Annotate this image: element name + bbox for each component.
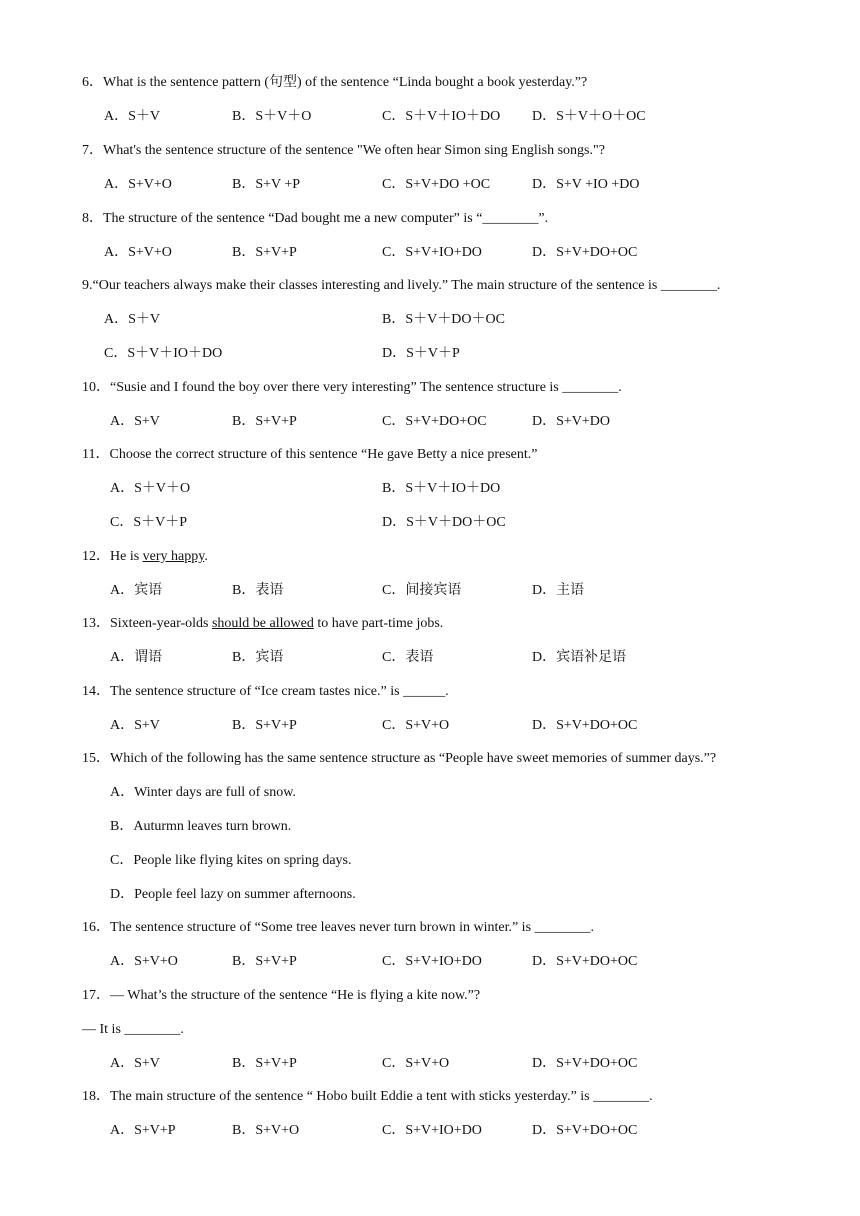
question-9-stem: 9.“Our teachers always make their classes interesting and lively.” The main structure of the sentence is ________. xyxy=(82,278,721,293)
q18-option-d[interactable]: D．S+V+DO+OC xyxy=(532,1123,638,1138)
q17-option-c[interactable]: C．S+V+O xyxy=(382,1056,450,1071)
q9-option-b[interactable]: B．S＋V＋DO＋OC xyxy=(382,312,505,327)
q13-option-d[interactable]: D．宾语补足语 xyxy=(532,650,627,665)
q7-option-d[interactable]: D．S+V +IO +DO xyxy=(532,177,640,192)
q14-option-d[interactable]: D．S+V+DO+OC xyxy=(532,718,638,733)
question-18-stem: 18．The main structure of the sentence “ Hobo built Eddie a tent with sticks yesterday.” is ________. xyxy=(82,1089,653,1104)
q8-option-d[interactable]: D．S+V+DO+OC xyxy=(532,245,638,260)
q13-stem-prefix: 13．Sixteen-year-olds xyxy=(82,616,212,631)
q8-option-c[interactable]: C．S+V+IO+DO xyxy=(382,245,482,260)
q14-option-b[interactable]: B．S+V+P xyxy=(232,718,297,733)
question-17-answer-line: — It is ________. xyxy=(82,1022,184,1037)
q16-option-b[interactable]: B．S+V+P xyxy=(232,954,297,969)
q9-option-a[interactable]: A．S＋V xyxy=(104,312,161,327)
q15-option-c[interactable]: C．People like flying kites on spring days. xyxy=(110,853,352,868)
q8-option-b[interactable]: B．S+V+P xyxy=(232,245,297,260)
q13-stem-suffix: to have part-time jobs. xyxy=(313,616,444,631)
q12-option-d[interactable]: D．主语 xyxy=(532,583,585,598)
q13-option-a[interactable]: A．谓语 xyxy=(110,650,163,665)
question-6-stem: 6．What is the sentence pattern (句型) of the sentence “Linda bought a book yesterday.”? xyxy=(82,75,588,90)
question-15-stem: 15．Which of the following has the same sentence structure as “People have sweet memories of summer days.”? xyxy=(82,751,717,766)
q15-option-a[interactable]: A．Winter days are full of snow. xyxy=(110,785,296,800)
q11-option-c[interactable]: C．S＋V＋P xyxy=(110,515,188,530)
q12-stem-prefix: 12．He is xyxy=(82,549,143,564)
q15-option-d[interactable]: D．People feel lazy on summer afternoons. xyxy=(110,887,356,902)
question-12-stem xyxy=(82,548,208,566)
q6-option-c[interactable]: C．S＋V＋IO＋DO xyxy=(382,109,501,124)
q7-option-c[interactable]: C．S+V+DO +OC xyxy=(382,177,491,192)
q6-option-a[interactable]: A．S＋V xyxy=(104,109,161,124)
q16-option-a[interactable]: A．S+V+O xyxy=(110,954,178,969)
q10-option-a[interactable]: A．S+V xyxy=(110,414,160,429)
q17-option-b[interactable]: B．S+V+P xyxy=(232,1056,297,1071)
q7-option-a[interactable]: A．S+V+O xyxy=(104,177,172,192)
q11-option-b[interactable]: B．S＋V＋IO＋DO xyxy=(382,481,501,496)
question-7-stem: 7．What's the sentence structure of the sentence "We often hear Simon sing English songs."? xyxy=(82,143,605,158)
question-13-stem xyxy=(82,615,443,633)
q9-option-d[interactable]: D．S＋V＋P xyxy=(382,346,460,361)
q11-option-d[interactable]: D．S＋V＋DO＋OC xyxy=(382,515,506,530)
question-16-stem: 16．The sentence structure of “Some tree leaves never turn brown in winter.” is ________. xyxy=(82,920,595,935)
q13-option-c[interactable]: C．表语 xyxy=(382,650,434,665)
q10-option-d[interactable]: D．S+V+DO xyxy=(532,414,611,429)
q13-option-b[interactable]: B．宾语 xyxy=(232,650,284,665)
q18-option-a[interactable]: A．S+V+P xyxy=(110,1123,176,1138)
q17-option-a[interactable]: A．S+V xyxy=(110,1056,160,1071)
q7-option-b[interactable]: B．S+V +P xyxy=(232,177,301,192)
question-10-stem: 10．“Susie and I found the boy over there very interesting” The sentence structure is ________. xyxy=(82,380,622,395)
question-17-stem: 17．— What’s the structure of the sentence “He is flying a kite now.”? xyxy=(82,988,481,1003)
q13-underlined-phrase: should be allowed xyxy=(211,616,314,631)
q15-option-b[interactable]: B．Auturmn leaves turn brown. xyxy=(110,819,292,834)
q12-stem-suffix: . xyxy=(204,549,208,564)
q10-option-b[interactable]: B．S+V+P xyxy=(232,414,297,429)
q16-option-d[interactable]: D．S+V+DO+OC xyxy=(532,954,638,969)
question-11-stem: 11．Choose the correct structure of this sentence “He gave Betty a nice present.” xyxy=(82,447,538,462)
q11-option-a[interactable]: A．S＋V＋O xyxy=(110,481,191,496)
q9-option-c[interactable]: C．S＋V＋IO＋DO xyxy=(104,346,223,361)
q6-option-b[interactable]: B．S＋V＋O xyxy=(232,109,312,124)
q18-option-b[interactable]: B．S+V+O xyxy=(232,1123,300,1138)
q16-option-c[interactable]: C．S+V+IO+DO xyxy=(382,954,482,969)
q8-option-a[interactable]: A．S+V+O xyxy=(104,245,172,260)
question-8-stem: 8．The structure of the sentence “Dad bought me a new computer” is “________”. xyxy=(82,211,549,226)
q12-option-a[interactable]: A．宾语 xyxy=(110,583,163,598)
q18-option-c[interactable]: C．S+V+IO+DO xyxy=(382,1123,482,1138)
q10-option-c[interactable]: C．S+V+DO+OC xyxy=(382,414,487,429)
question-14-stem: 14．The sentence structure of “Ice cream tastes nice.” is ______. xyxy=(82,684,449,699)
q6-option-d[interactable]: D．S＋V＋O＋OC xyxy=(532,109,646,124)
q12-option-c[interactable]: C．间接宾语 xyxy=(382,583,462,598)
q12-underlined-phrase: very happy xyxy=(142,549,205,564)
q14-option-a[interactable]: A．S+V xyxy=(110,718,160,733)
q17-option-d[interactable]: D．S+V+DO+OC xyxy=(532,1056,638,1071)
q12-option-b[interactable]: B．表语 xyxy=(232,583,284,598)
q14-option-c[interactable]: C．S+V+O xyxy=(382,718,450,733)
